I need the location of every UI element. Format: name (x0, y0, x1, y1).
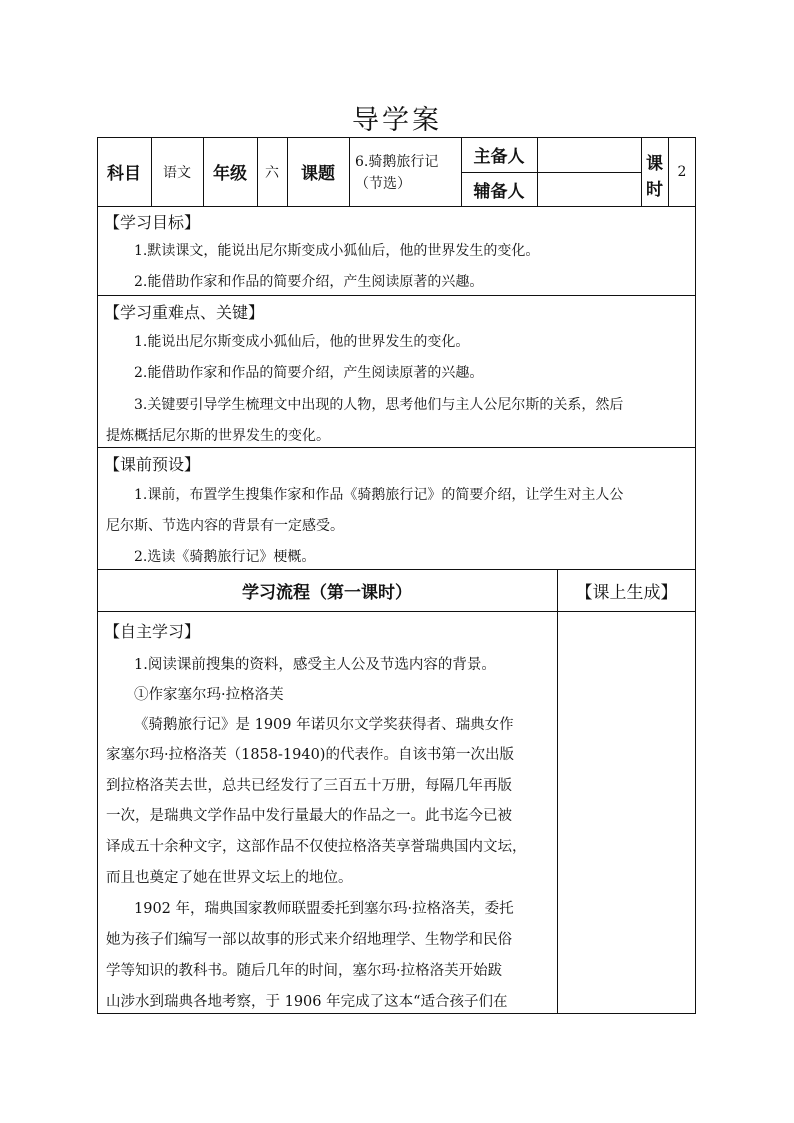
in-class-output-heading: 【课上生成】 (575, 582, 678, 603)
self-study-line: 家塞尔玛·拉格洛芙（1858-1940)的代表作。自该书第一次出版 (106, 747, 514, 763)
goals-heading: 【学习目标】 (104, 213, 201, 232)
flow-heading: 学习流程（第一课时） (242, 582, 412, 603)
subject-value: 语文 (163, 164, 191, 181)
goal-item-1: 1.默读课文，能说出尼尔斯变成小狐仙后，他的世界发生的变化。 (134, 243, 540, 259)
self-study-line: 1902 年，瑞典国家教师联盟委托到塞尔玛·拉格洛芙，委托 (134, 901, 514, 917)
self-study-line: 她为孩子们编写一部以故事的形式来介绍地理学、生物学和民俗 (106, 932, 512, 948)
self-study-line: 译成五十余种文字，这部作品不仅使拉格洛芙享誉瑞典国内文坛， (106, 839, 527, 855)
self-study-line: 《骑鹅旅行记》是 1909 年诺贝尔文学奖获得者、瑞典女作 (134, 717, 514, 733)
preview-heading: 【课前预设】 (104, 455, 201, 474)
period-value: 2 (677, 163, 687, 180)
main-preparer-value[interactable] (537, 137, 641, 172)
topic-value (349, 137, 461, 206)
divider (557, 569, 558, 1014)
self-study-line: 一次，是瑞典文学作品中发行量最大的作品之一。此书迄今已被 (106, 808, 512, 824)
grade-label: 年级 (213, 164, 247, 184)
self-study-line: 到拉格洛芙去世，总共已经发行了三百五十万册，每隔几年再版 (106, 778, 512, 794)
preview-item-1: 1.课前，布置学生搜集作家和作品《骑鹅旅行记》的简要介绍，让学生对主人公 (134, 487, 624, 503)
divider (97, 611, 696, 612)
divider (97, 206, 696, 207)
topic-label: 课题 (301, 164, 335, 184)
preview-item-1-cont: 尼尔斯、节选内容的背景有一定感受。 (106, 518, 344, 534)
key-points-heading: 【学习重难点、关键】 (104, 303, 265, 322)
self-study-line: 山涉水到瑞典各地考察，于 1906 年完成了这本“适合孩子们在 (106, 994, 508, 1010)
period-label-char-2: 时 (646, 180, 663, 200)
self-study-line: 1.阅读课前搜集的资料，感受主人公及节选内容的背景。 (134, 657, 496, 673)
period-label (641, 137, 668, 206)
assistant-preparer-label: 辅备人 (473, 181, 525, 202)
self-study-heading: 【自主学习】 (104, 622, 201, 641)
self-study-line: 而且也奠定了她在世界文坛上的地位。 (106, 870, 353, 886)
self-study-line: ①作家塞尔玛·拉格洛芙 (134, 687, 284, 703)
key-point-item-3-cont: 提炼概括尼尔斯的世界发生的变化。 (106, 428, 330, 444)
subject-label: 科目 (107, 164, 141, 184)
divider (97, 447, 696, 448)
page-title: 导学案 (352, 105, 442, 136)
key-point-item-3: 3.关键要引导学生梳理文中出现的人物，思考他们与主人公尼尔斯的关系，然后 (134, 397, 624, 413)
grade-value: 六 (265, 164, 279, 181)
divider (97, 295, 696, 296)
preview-item-2: 2.选读《骑鹅旅行记》梗概。 (134, 549, 316, 565)
key-point-item-1: 1.能说出尼尔斯变成小狐仙后，他的世界发生的变化。 (134, 334, 470, 350)
main-preparer-label: 主备人 (473, 147, 525, 167)
key-point-item-2: 2.能借助作家和作品的简要介绍，产生阅读原著的兴趣。 (134, 365, 484, 381)
topic-line-2: （节选） (355, 176, 411, 192)
topic-line-1: 6.骑鹅旅行记 (355, 154, 439, 170)
period-label-char-1: 课 (646, 154, 663, 174)
assistant-preparer-value[interactable] (537, 172, 641, 206)
self-study-line: 学等知识的教科书。随后几年的时间，塞尔玛·拉格洛芙开始跋 (106, 963, 503, 979)
goal-item-2: 2.能借助作家和作品的简要介绍，产生阅读原著的兴趣。 (134, 274, 484, 290)
